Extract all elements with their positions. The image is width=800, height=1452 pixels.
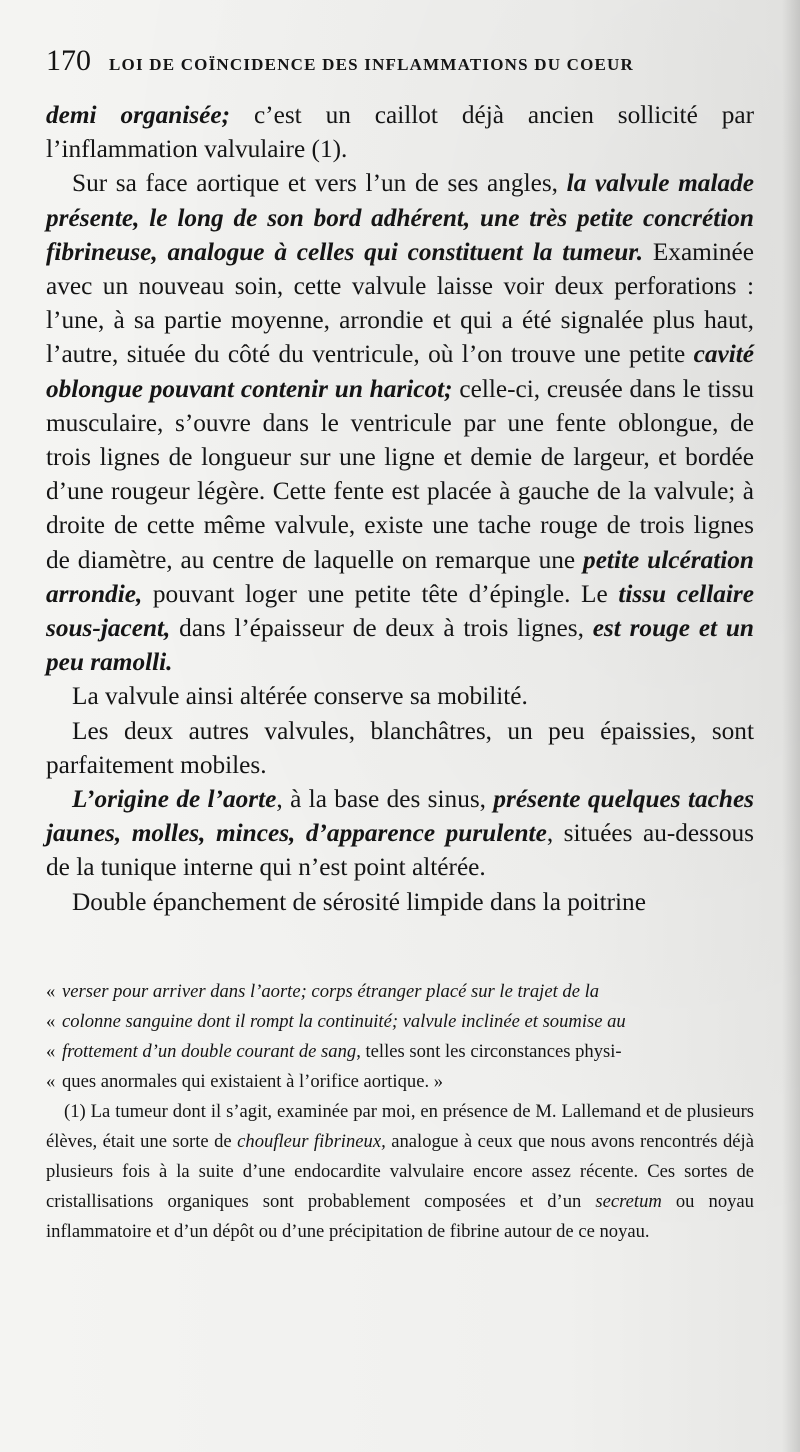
- text-run: analogue à ceux que nous avons rencontrés déjà plusieurs fois à la suite d’une endocardite valvulaire encore assez récente. Ces sortes de cristallisations organiques sont probablement composées et d’un: [46, 1130, 754, 1212]
- quote-line-2: [46, 1007, 754, 1037]
- text-run: ques anormales qui existaient à l’orifice aortique. »: [62, 1070, 444, 1092]
- paragraph-4: Les deux autres valvules, blanchâtres, un peu épaissies, sont parfaitement mobiles.: [46, 716, 754, 779]
- quote-line-3: [46, 1037, 754, 1067]
- quote-line-4: [46, 1067, 754, 1097]
- italic-phrase: petite ulcération arrondie,: [46, 545, 754, 608]
- text-run: (1) La tumeur dont il s’agit, examinée par moi, en présence de M. Lallemand et de plusieurs élèves, était une sorte de: [46, 1100, 754, 1152]
- italic-phrase: tissu cellaire sous-jacent,: [46, 579, 754, 643]
- paragraph-1: [46, 98, 754, 166]
- text-run: , situées au-dessous de la tunique interne qui n’est point altérée.: [46, 819, 754, 882]
- footnotes: [46, 977, 754, 1247]
- text-run: Sur sa face aortique et vers l’un de ses angles,: [72, 169, 567, 198]
- paragraph-2: [46, 166, 754, 679]
- italic-phrase: choufleur fibrineux,: [237, 1130, 386, 1152]
- paragraph-5: [46, 782, 754, 885]
- running-title: LOI DE COÏNCIDENCE DES INFLAMMATIONS DU COEUR: [109, 55, 635, 74]
- page-number: 170: [46, 44, 91, 77]
- italic-phrase: frottement d’un double courant de sang: [62, 1040, 357, 1062]
- italic-phrase: cavité oblongue pouvant contenir un haricot;: [46, 340, 754, 403]
- italic-phrase: verser pour arriver dans l’aorte; corps étranger placé sur le trajet de la: [62, 980, 600, 1002]
- text-run: pouvant loger une petite tête d’épingle. Le: [142, 579, 619, 608]
- italic-phrase: présente quelques taches jaunes, molles, minces, d’apparence purulente: [46, 785, 755, 848]
- quote-mark: «: [46, 1010, 56, 1032]
- italic-phrase: secretum: [595, 1190, 662, 1212]
- text-run: dans l’épaisseur de deux à trois lignes,: [170, 614, 593, 643]
- italic-phrase: L’origine de l’aorte: [72, 785, 277, 814]
- paragraph-6: Double épanchement de sérosité limpide dans la poitrine: [72, 887, 646, 916]
- italic-phrase: la valvule malade présente, le long de son bord adhérent, une très petite concrétion fibrineuse, analogue à celles qui constituent la tumeur.: [46, 169, 754, 266]
- text-run: Examinée avec un nouveau soin, cette valvule laisse voir deux perforations : l’une, à sa partie moyenne, arrondie et qui a été signalée plus haut, l’autre, située du côté du ventricule, où l’on trouve une petite: [46, 237, 754, 369]
- italic-phrase: est rouge et un peu ramolli.: [46, 614, 754, 677]
- text-run: c’est un caillot déjà ancien sollicité par l’inflammation valvulaire (1).: [46, 101, 754, 164]
- quote-mark: «: [46, 1070, 56, 1092]
- text-run: , telles sont les circonstances physi-: [356, 1040, 622, 1062]
- quote-mark: «: [46, 1040, 56, 1062]
- text-run: ou noyau inflammatoire et d’un dépôt ou d’une précipitation de fibrine autour de ce noyau.: [46, 1190, 754, 1242]
- text-run: , à la base des sinus,: [276, 785, 494, 814]
- quote-mark: «: [46, 980, 56, 1002]
- text-run: celle-ci, creusée dans le tissu musculaire, s’ouvre dans le ventricule par une fente oblongue, de trois lignes de longueur sur une ligne et demie de largeur, et bordée d’une rougeur légère. Cette fente est placée à gauche de la valvule; à droite de cette même valvule, existe une tache rouge de trois lignes de diamètre, au centre de laquelle on remarque une: [46, 374, 755, 574]
- footnote-1: [46, 1097, 754, 1247]
- main-text: [46, 98, 754, 919]
- running-head: [46, 44, 754, 90]
- paragraph-3: La valvule ainsi altérée conserve sa mobilité.: [72, 682, 528, 711]
- italic-phrase: colonne sanguine dont il rompt la continuité; valvule inclinée et soumise au: [62, 1010, 626, 1032]
- footnote-separator: [46, 919, 754, 977]
- italic-phrase: demi organisée;: [46, 101, 231, 129]
- quote-line-1: [46, 977, 754, 1007]
